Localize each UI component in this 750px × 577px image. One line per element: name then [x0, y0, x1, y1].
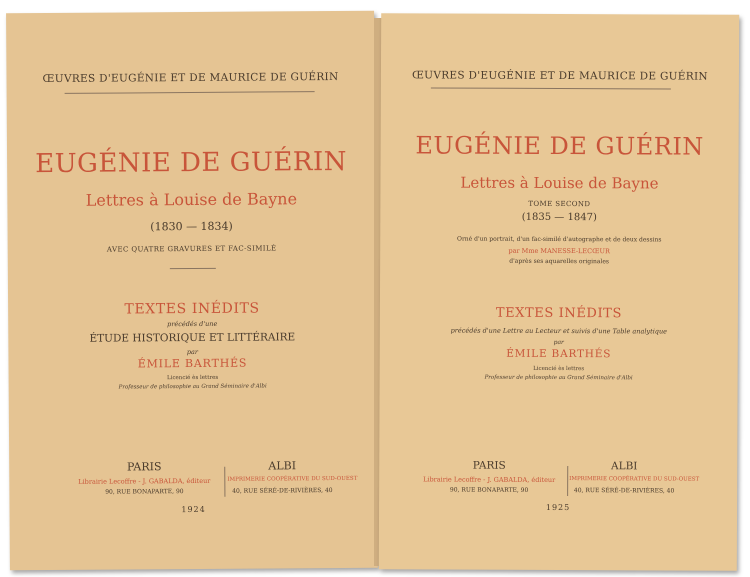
printer-city-albi: ALBI: [268, 459, 297, 473]
author-position: Professeur de philosophie au Grand Séminaire d'Albi: [118, 383, 267, 391]
textes-inedits-heading: TEXTES INÉDITS: [124, 300, 260, 318]
series-title: ŒUVRES D'EUGÉNIE ET DE MAURICE DE GUÉRIN: [411, 69, 708, 83]
publisher-name: Librairie Lecoffre - J. GABALDA, éditeur: [78, 476, 211, 486]
printer-name: IMPRIMERIE COOPÉRATIVE DU SUD-OUEST: [569, 476, 700, 483]
book-title: EUGÉNIE DE GUÉRIN: [415, 131, 704, 161]
divider: [431, 87, 671, 89]
author-name: ÉMILE BARTHÉS: [506, 347, 612, 361]
column-divider: [567, 466, 568, 496]
author-name: ÉMILE BARTHÉS: [137, 356, 248, 371]
book-subtitle: Lettres à Louise de Bayne: [460, 173, 659, 193]
publisher-address: 90, RUE BONAPARTE, 90: [449, 486, 529, 494]
publisher-city-paris: PARIS: [472, 459, 506, 472]
publication-year: 1925: [545, 502, 571, 513]
printer-city-albi: ALBI: [610, 460, 638, 473]
publication-year: 1924: [181, 504, 206, 515]
author-credential: Licencié ès lettres: [533, 365, 585, 373]
publisher-name: Librairie Lecoffre - J. GABALDA, éditeur: [423, 475, 556, 484]
tome-label: TOME SECOND: [528, 199, 591, 209]
divider: [65, 91, 315, 94]
book-subtitle: Lettres à Louise de Bayne: [85, 189, 298, 210]
date-range: (1830 — 1834): [150, 219, 233, 234]
illustrator-credit: par Mme MANESSE-LECŒUR: [508, 246, 610, 256]
publisher-address: 90, RUE BONAPARTE, 90: [105, 488, 184, 496]
series-title: ŒUVRES D'EUGÉNIE ET DE MAURICE DE GUÉRIN: [42, 70, 339, 86]
par-text: par: [186, 347, 199, 357]
printer-address: 40, RUE SÉRÉ-DE-RIVIÈRES, 40: [573, 487, 675, 495]
column-divider: [224, 467, 225, 497]
printer-name: IMPRIMERIE COOPÉRATIVE DU SUD-OUEST: [227, 475, 358, 483]
precedes-text: précédés d'une Lettre au Lecteur et suivis d'une Table analytique: [450, 326, 668, 336]
divider: [170, 268, 216, 269]
book-cover-volume-one: [6, 11, 378, 571]
author-position: Professeur de philosophie au Grand Séminaire d'Albi: [484, 374, 633, 382]
par-text: par: [553, 338, 564, 347]
book-title: EUGÉNIE DE GUÉRIN: [35, 146, 348, 180]
textes-inedits-heading: TEXTES INÉDITS: [495, 305, 623, 322]
book-cover-volume-two: [379, 13, 739, 571]
precedes-text: précédés d'une: [167, 319, 218, 329]
etude-heading: ÉTUDE HISTORIQUE ET LITTÉRAIRE: [89, 331, 296, 345]
author-credential: Licencié ès lettres: [167, 374, 219, 382]
aquarelle-note: d'après ses aquarelles originales: [509, 257, 610, 266]
illustrations-note: AVEC QUATRE GRAVURES ET FAC-SIMILÉ: [106, 244, 277, 254]
date-range: (1835 — 1847): [521, 211, 597, 224]
publisher-city-paris: PARIS: [126, 460, 162, 474]
printer-address: 40, RUE SÉRÉ-DE-RIVIÈRES, 40: [232, 487, 333, 495]
ornament-note: Orné d'un portrait, d'un fac-similé d'autographe et de deux dessins: [457, 235, 662, 244]
